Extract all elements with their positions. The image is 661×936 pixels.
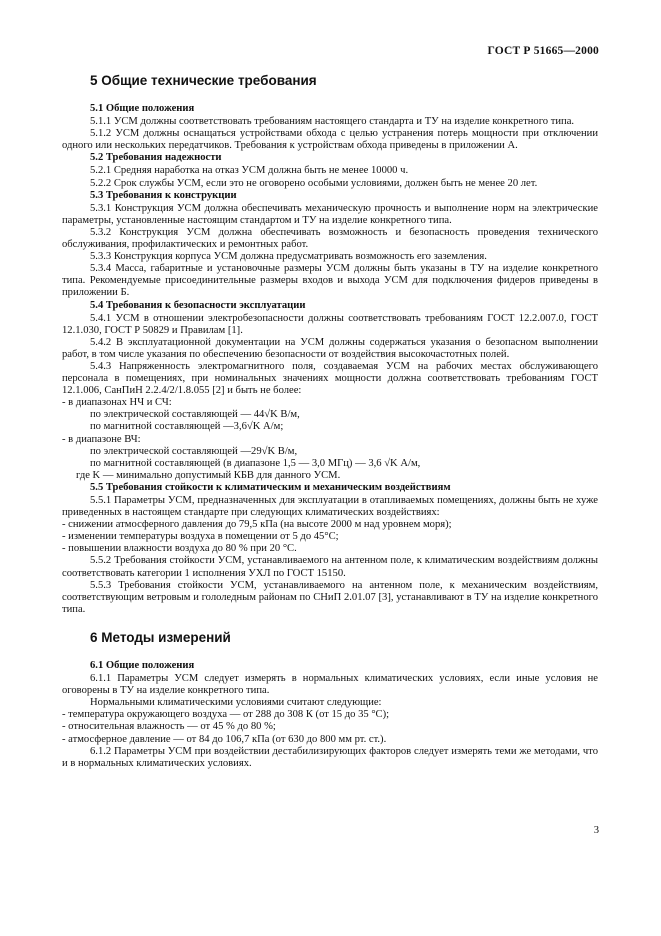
paragraph-5-2-1: 5.2.1 Средняя наработка на отказ УСМ должна быть не менее 10000 ч.: [90, 165, 409, 177]
paragraph-5-1-1: 5.1.1 УСМ должны соответствовать требованиям настоящего стандарта и ТУ на изделие конкретного типа.: [90, 116, 575, 128]
paragraph-5-4-2: 5.4.2 В эксплуатационной документации на УСМ должны содержаться указания о безопасном выполнении работ, в том числе указания по обеспечению безопасности от воздействия высокочастотных полей.: [62, 336, 598, 360]
paragraph-5-3-4: 5.3.4 Масса, габаритные и установочные размеры УСМ должны быть указаны в ТУ на изделие конкретного типа. Рекомендуемые присоединительные размеры входов и выхода УСМ для подключения фидеров приведены в приложении Б.: [62, 263, 598, 299]
paragraph-5-2-2: 5.2.2 Срок службы УСМ, если это не оговорено особыми условиями, должен быть не менее 20 лет.: [90, 177, 538, 189]
list-item-normal-1: - температура окружающего воздуха — от 288 до 308 К (от 15 до 35 °С);: [62, 709, 390, 721]
paragraph-5-5-3: 5.5.3 Требования стойкости УСМ, устанавливаемого на антенном поле, к механическим воздействиям, соответствующим ветровым и гололедным районам по СНиП 2.01.07 [3], устанавливают в ТУ на изделие конкретного типа.: [62, 579, 598, 615]
list-item-hf-range: - в диапазоне ВЧ:: [62, 433, 141, 445]
subsection-5-5-title: 5.5 Требования стойкости к климатическим и механическим воздействиям: [90, 481, 451, 493]
section-5-title: 5 Общие технические требования: [90, 73, 317, 88]
paragraph-5-1-2: 5.1.2 УСМ должны оснащаться устройствами обхода с целью устранения потерь мощности при отключении одного или нескольких передатчиков. Требования к устройствам обхода приведены в приложении А.: [62, 128, 598, 152]
page-content: [62, 73, 598, 770]
normal-conditions-intro: Нормальными климатическими условиями считают следующие:: [90, 697, 382, 709]
paragraph-6-1-2: 6.1.2 Параметры УСМ при воздействии дестабилизирующих факторов следует измерять теми же методами, что и в нормальных климатических условиях.: [62, 745, 598, 769]
list-item-lf-magnetic: по магнитной составляющей —3,6√K А/м;: [90, 421, 284, 433]
list-item-normal-2: - относительная влажность — от 45 % до 80 %;: [62, 721, 276, 733]
paragraph-5-4-1: 5.4.1 УСМ в отношении электробезопасности должны соответствовать требованиям ГОСТ 12.2.007.0, ГОСТ 12.1.030, ГОСТ Р 50829 и Правилам [1].: [62, 312, 598, 336]
paragraph-5-3-2: 5.3.2 Конструкция УСМ должна обеспечивать возможность и безопасность проведения технического обслуживания, профилактических и ремонтных работ.: [62, 226, 598, 251]
list-item-climate-3: - повышении влажности воздуха до 80 % при 20 °С.: [62, 543, 297, 555]
page-number: 3: [593, 825, 599, 836]
k-definition: где K — минимально допустимый КБВ для данного УСМ.: [76, 469, 341, 481]
subsection-5-1-title: 5.1 Общие положения: [90, 103, 195, 114]
list-item-hf-electric: по электрической составляющей —29√K В/м,: [90, 445, 298, 457]
paragraph-5-3-3: 5.3.3 Конструкция корпуса УСМ должна предусматривать возможность его заземления.: [90, 251, 487, 263]
paragraph-5-4-3: 5.4.3 Напряженность электромагнитного поля, создаваемая УСМ на рабочих местах обслуживающего персонала в помещениях, при номинальных значениях мощности должна соответствовать требованиям ГОСТ 12.1.006, СанПиН 2.2.4/2/1.8.055 [2] и быть не более:: [62, 360, 598, 397]
subsection-5-2-title: 5.2 Требования надежности: [90, 152, 222, 164]
paragraph-6-1-1: 6.1.1 Параметры УСМ следует измерять в нормальных климатических условиях, если иные условия не оговорены в ТУ на изделие конкретного типа.: [62, 673, 598, 697]
document-header: ГОСТ Р 51665—2000: [487, 45, 599, 57]
subsection-5-3-title: 5.3 Требования к конструкции: [90, 189, 237, 201]
list-item-lf-range: - в диапазонах НЧ и СЧ:: [62, 397, 172, 409]
list-item-climate-2: - изменении температуры воздуха в помещении от 5 до 45°С;: [62, 531, 339, 543]
list-item-hf-magnetic: по магнитной составляющей (в диапазоне 1,5 — 3,0 МГц) — 3,6 √K А/м,: [90, 457, 421, 469]
subsection-5-4-title: 5.4 Требования к безопасности эксплуатации: [90, 299, 306, 311]
paragraph-5-3-1: 5.3.1 Конструкция УСМ должна обеспечивать механическую прочность и выполнение норм на электрические параметры, установленные настоящим стандартом и ТУ на изделие конкретного типа.: [62, 202, 598, 226]
list-item-climate-1: - снижении атмосферного давления до 79,5 кПа (на высоте 2000 м над уровнем моря);: [62, 519, 452, 531]
paragraph-5-5-1: 5.5.1 Параметры УСМ, предназначенных для эксплуатации в отапливаемых помещениях, должны быть не хуже приведенных в настоящем стандарте при следующих климатических воздействиях:: [62, 495, 598, 519]
list-item-lf-electric: по электрической составляющей — 44√K В/м,: [90, 409, 300, 421]
paragraph-5-5-2: 5.5.2 Требования стойкости УСМ, устанавливаемого на антенном поле, к климатическим воздействиям должны соответствовать категории 1 исполнения УХЛ по ГОСТ 15150.: [62, 555, 598, 579]
section-6-title: 6 Методы измерений: [90, 629, 231, 645]
subsection-6-1-title: 6.1 Общие положения: [90, 659, 195, 671]
list-item-normal-3: - атмосферное давление — от 84 до 106,7 кПа (от 630 до 800 мм рт. ст.).: [62, 733, 387, 745]
